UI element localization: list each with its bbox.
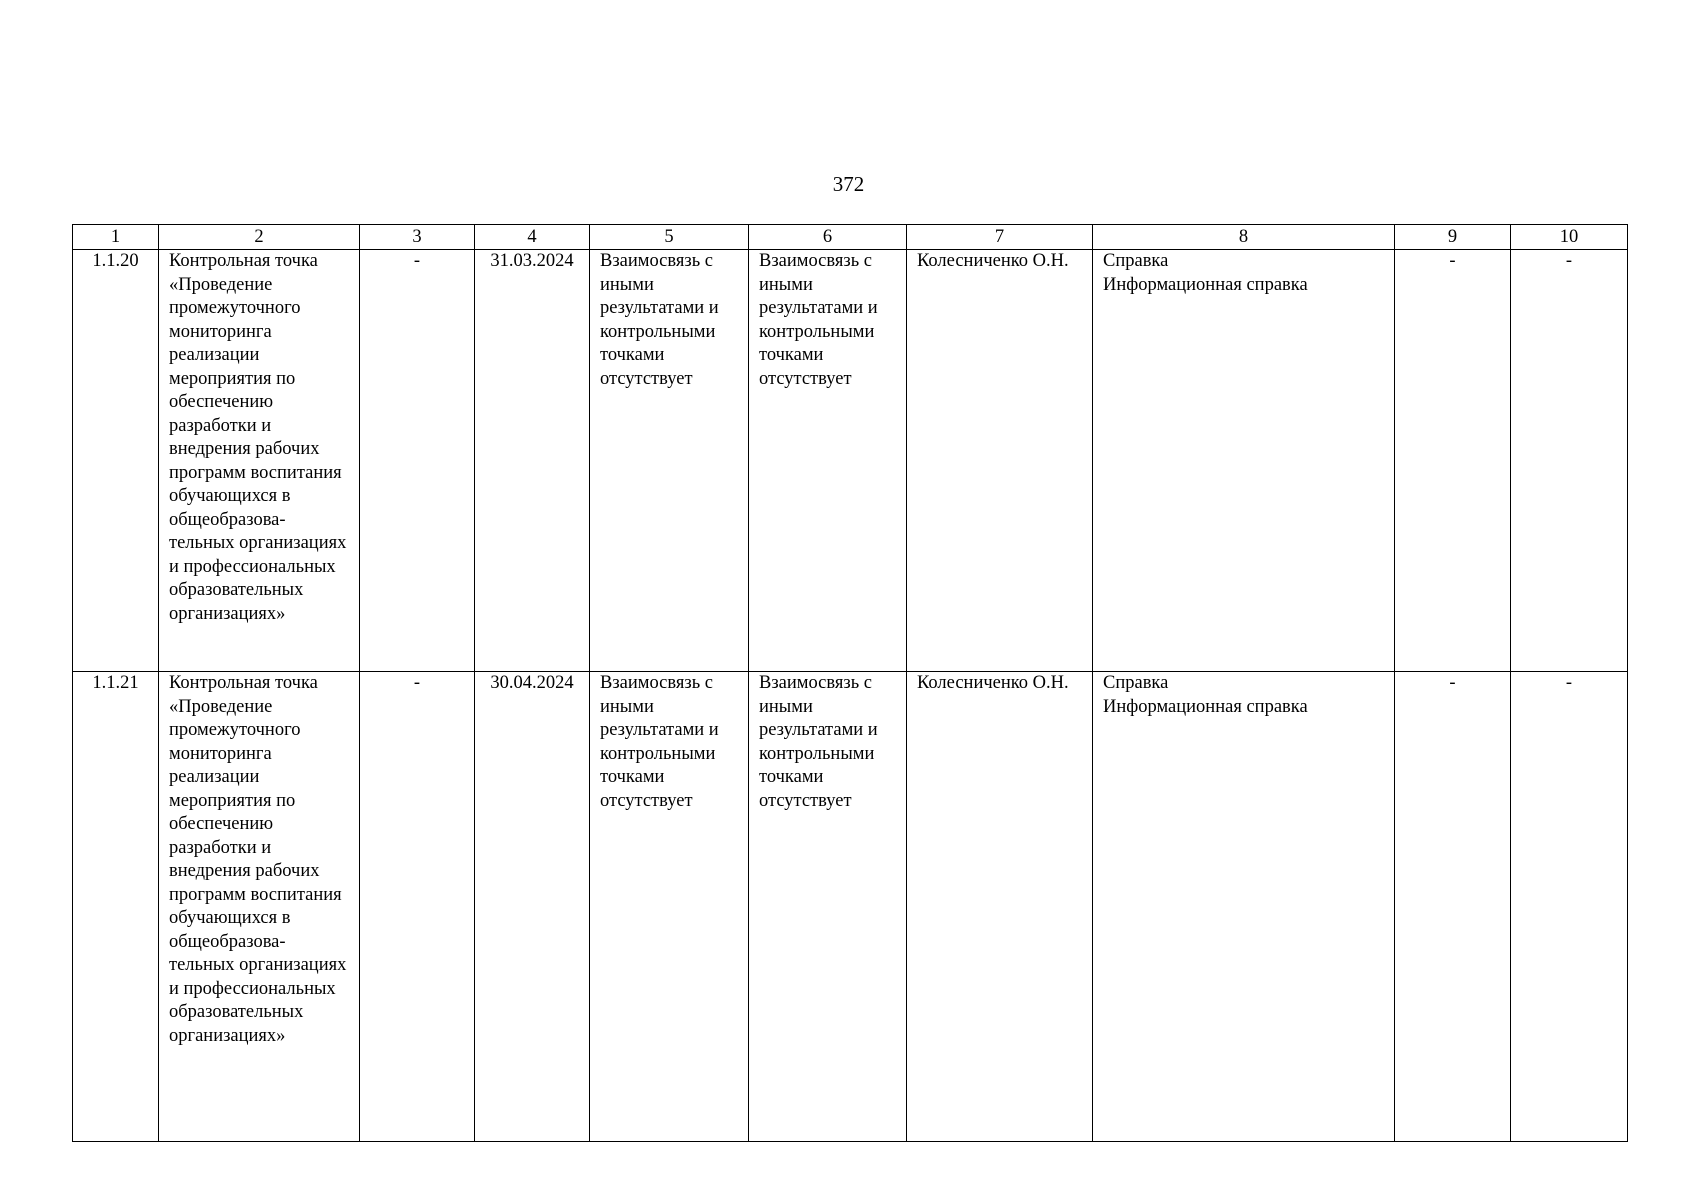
responsible-person: Колесниченко О.Н. xyxy=(907,250,1093,672)
cell-col9: - xyxy=(1395,672,1511,1142)
link-next: Взаимосвязь с иными результатами и контрольными точками отсутствует xyxy=(749,250,907,672)
deadline-date: 30.04.2024 xyxy=(475,672,590,1142)
cell-col10: - xyxy=(1511,672,1628,1142)
cell-col3: - xyxy=(360,250,475,672)
link-next: Взаимосвязь с иными результатами и контрольными точками отсутствует xyxy=(749,672,907,1142)
column-header: 2 xyxy=(159,225,360,250)
link-prev: Взаимосвязь с иными результатами и контрольными точками отсутствует xyxy=(590,250,749,672)
responsible-person: Колесниченко О.Н. xyxy=(907,672,1093,1142)
column-header: 1 xyxy=(73,225,159,250)
table-row xyxy=(73,672,1628,1142)
column-number-row xyxy=(73,225,1628,250)
column-header: 7 xyxy=(907,225,1093,250)
document-type: Справка xyxy=(1103,251,1169,271)
cell-col10: - xyxy=(1511,250,1628,672)
link-prev: Взаимосвязь с иными результатами и контрольными точками отсутствует xyxy=(590,672,749,1142)
page-number: 372 xyxy=(832,172,865,196)
column-header: 10 xyxy=(1511,225,1628,250)
column-header: 3 xyxy=(360,225,475,250)
table-row xyxy=(73,250,1628,672)
document-cell xyxy=(1093,250,1395,672)
column-header: 5 xyxy=(590,225,749,250)
control-points-table xyxy=(72,224,1628,1142)
deadline-date: 31.03.2024 xyxy=(475,250,590,672)
document-name: Информационная справка xyxy=(1103,274,1308,295)
document-name: Информационная справка xyxy=(1103,696,1308,717)
column-header: 4 xyxy=(475,225,590,250)
column-header: 6 xyxy=(749,225,907,250)
column-header: 8 xyxy=(1093,225,1395,250)
control-point-name: Контрольная точка «Проведение промежуточного мониторинга реализации мероприятия по обеспечению разработки и внедрения рабочих программ воспитания обучающихся в общеобразова-тельных организациях и профессиональных образовательных организациях» xyxy=(159,250,360,672)
row-id: 1.1.21 xyxy=(73,672,159,1142)
row-id: 1.1.20 xyxy=(73,250,159,672)
control-point-name: Контрольная точка «Проведение промежуточного мониторинга реализации мероприятия по обеспечению разработки и внедрения рабочих программ воспитания обучающихся в общеобразова-тельных организациях и профессиональных образовательных организациях» xyxy=(159,672,360,1142)
cell-col3: - xyxy=(360,672,475,1142)
column-header: 9 xyxy=(1395,225,1511,250)
cell-col9: - xyxy=(1395,250,1511,672)
document-type: Справка xyxy=(1103,673,1169,693)
document-cell xyxy=(1093,672,1395,1142)
